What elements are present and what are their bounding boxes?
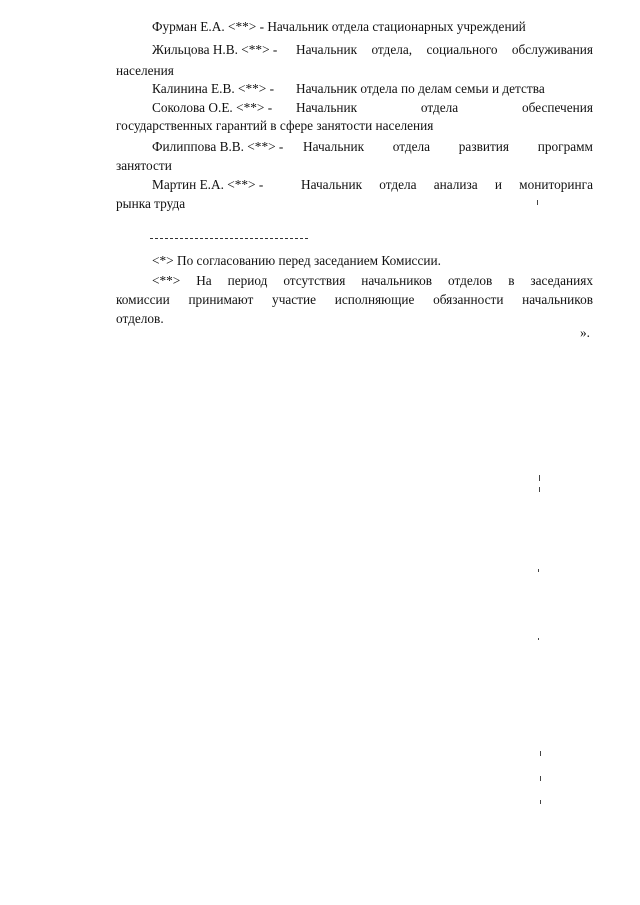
member-zhiltsova-title-cont: населения <box>116 63 174 78</box>
member-kalinina-title: Начальник отдела по делам семьи и детства <box>296 81 545 96</box>
member-kalinina-name: Калинина Е.В. <**> - <box>152 81 275 96</box>
member-filippova-title: Начальник отдела развития программ <box>303 139 593 154</box>
scan-speck <box>539 487 540 492</box>
closing-quote: ». <box>580 325 590 340</box>
footnote-separator <box>150 238 308 239</box>
member-filippova-title-cont: занятости <box>116 158 172 173</box>
member-filippova-name: Филиппова В.В. <**> - <box>152 139 284 154</box>
footnote-1: <*> По согласованию перед заседанием Комиссии. <box>152 253 441 268</box>
member-furman: Фурман Е.А. <**> - Начальник отдела стационарных учреждений <box>152 19 526 34</box>
scan-speck <box>538 569 539 572</box>
member-martin-name: Мартин Е.А. <**> - <box>152 177 264 192</box>
member-zhiltsova-title: Начальник отдела, социального обслуживания <box>296 42 593 57</box>
footnote-2-line3: отделов. <box>116 311 164 326</box>
scan-speck <box>539 475 540 481</box>
footnote-2-line1: <**> На период отсутствия начальников отделов в заседаниях <box>152 273 593 288</box>
scan-speck <box>540 751 541 756</box>
scan-speck <box>537 200 538 205</box>
member-sokolova-name: Соколова О.Е. <**> - <box>152 100 273 115</box>
member-sokolova-title: Начальник отдела обеспечения <box>296 100 593 115</box>
member-martin-title: Начальник отдела анализа и мониторинга <box>301 177 593 192</box>
member-sokolova-title-cont: государственных гарантий в сфере занятости населения <box>116 118 434 133</box>
member-zhiltsova-name: Жильцова Н.В. <**> - <box>152 42 278 57</box>
scan-speck <box>540 800 541 804</box>
footnote-2-line2: комиссии принимают участие исполняющие обязанности начальников <box>116 292 593 307</box>
scan-speck <box>540 776 541 781</box>
scan-speck <box>538 638 539 640</box>
member-martin-title-cont: рынка труда <box>116 196 186 211</box>
